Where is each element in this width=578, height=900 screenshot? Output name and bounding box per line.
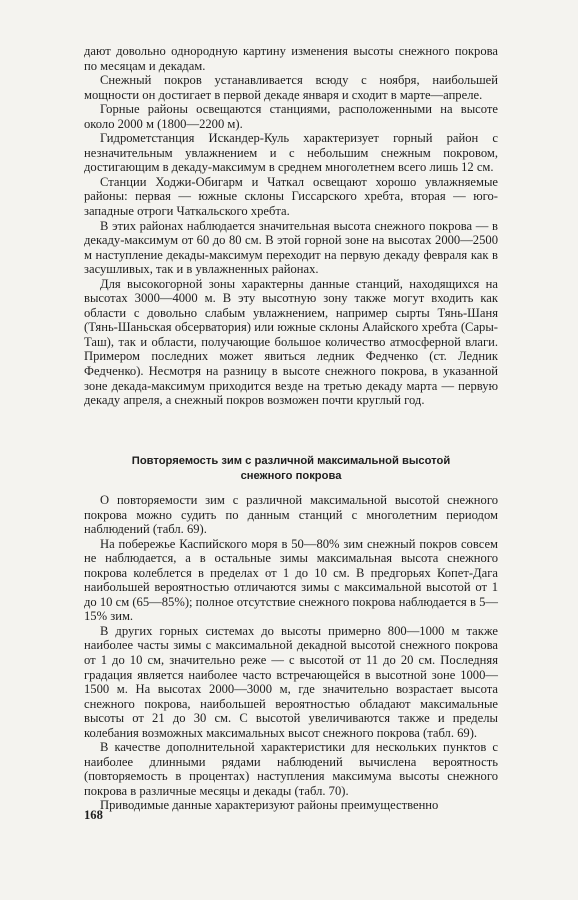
paragraph: В этих районах наблюдается значительная высота снежного покрова — в декаду-максимум от 60 до 80 см. В этой горной зоне на высотах 2000—2500 м наступление декады-максимум переходит на первую декаду февраля как в засушливых, так и в увлажненных районах. — [84, 218, 498, 277]
section-heading — [84, 454, 498, 484]
paragraph: Приводимые данные характеризуют районы преимущественно — [100, 798, 439, 813]
paragraph: Горные районы освещаются станциями, расположенными на высоте около 2000 м (1800—2200 м). — [84, 102, 498, 131]
text-block-top — [84, 44, 498, 408]
section-heading-line-1: Повторяемость зим с различной максимальной высотой — [131, 455, 451, 467]
paragraph: Гидрометстанция Искандер-Куль характеризует горный район с незначительным увлажнением и с небольшим снежным покровом, достигающим в декаду-максимум в среднем многолетнем всего лишь 12 см. — [84, 131, 498, 175]
paragraph: О повторяемости зим с различной максимальной высотой снежного покрова можно судить по данным станций с многолетним периодом наблюдений (табл. 69). — [84, 493, 498, 537]
paragraph: В других горных системах до высоты примерно 800—1000 м также наиболее часты зимы с максимальной декадной высотой снежного покрова от 1 до 10 см, значительно реже — с высотой от 11 до 20 см. Последняя градация является наиболее часто встречающейся в высотной зоне 1000—1500 м. На высотах 2000—3000 м, где значительно возрастает высота снежного покрова, наибольшей вероятностью обладают максимальные высоты от 21 до 30 см. С высотой увеличиваются также и пределы колебания возможных максимальных высот снежного покрова (табл. 69). — [84, 623, 498, 740]
section-heading-line-2: снежного покрова — [240, 470, 342, 482]
page-number: 168 — [84, 808, 103, 822]
paragraph: дают довольно однородную картину изменения высоты снежного покрова по месяцам и декадам. — [84, 44, 498, 73]
paragraph: Станции Ходжи-Обигарм и Чаткал освещают хорошо увлажняемые районы: первая — южные склоны Гиссарского хребта, вторая — юго-западные отроги Чаткальского хребта. — [84, 174, 498, 219]
paragraph: Для высокогорной зоны характерны данные станций, находящихся на высотах 3000—4000 м. В эту высотную зону также могут входить как области с довольно слабым увлажнением, например сырты Тянь-Шаня (Тянь-Шаньская обсерватория) или южные склоны Алайского хребта (Сары-Таш), так и области, получающие большое количество атмосферной влаги. Примером последних может явиться ледник Федченко (ст. Ледник Федченко). Несмотря на разницу в высоте снежного покрова, в указанной зоне декада-максимум приходится везде на третью декаду марта — первую декаду апреля, а снежный покров возможен почти круглый год. — [84, 276, 498, 408]
text-block-bottom — [84, 493, 498, 813]
paragraph: На побережье Каспийского моря в 50—80% зим снежный покров совсем не наблюдается, а в остальные зимы максимальная высота снежного покрова колеблется в пределах от 1 до 10 см. В предгорьях Копет-Дага наибольшей вероятностью отличаются зимы с максимальной высотой от 1 до 10 см (65—85%); полное отсутствие снежного покрова наблюдается в 5—15% зим. — [84, 536, 498, 624]
paragraph: Снежный покров устанавливается всюду с ноября, наибольшей мощности он достигает в первой декаде января и сходит в марте—апреле. — [84, 73, 498, 102]
paragraph: В качестве дополнительной характеристики для нескольких пунктов с наиболее длинными рядами наблюдений вычислена вероятность (повторяемость в процентах) наступления максимума высоты снежного покрова в различные месяцы и декады (табл. 70). — [84, 740, 498, 798]
